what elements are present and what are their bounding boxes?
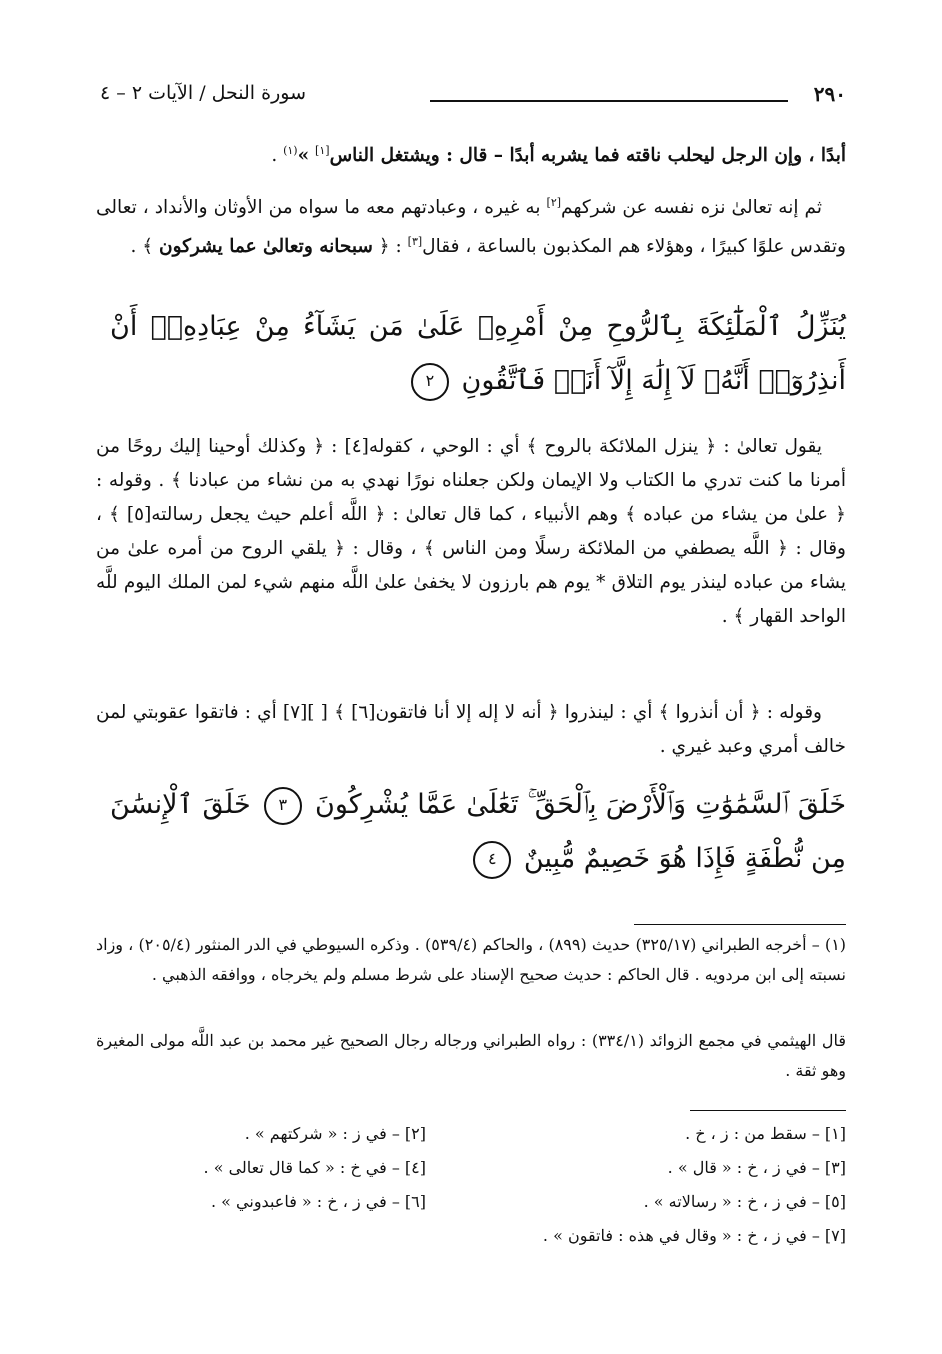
paragraph-4-text: وقوله : ﴿ أن أنذروا ﴾ أي : لينذروا ﴿ أنه لا إله إلا أنا فاتقون[٦] ﴾ [ ][٧] أي : فاتقوا عقوبتي لمن خالف أمري وعبد غيري . (96, 702, 846, 757)
footnote-ref: [١] (315, 144, 330, 157)
variant-note: [٢] – في ز : « شركتهم » . (244, 1124, 426, 1143)
paragraph-1 (96, 134, 846, 173)
variant-row (140, 1192, 846, 1226)
footnote-ref: [٣] (407, 235, 423, 249)
footnote-2: قال الهيثمي في مجمع الزوائد (٣٣٤/١) : رواه الطبراني ورجاله رجال الصحيح غير محمد بن عبد اللَّه مولى المغيرة وهو ثقة . (96, 1031, 846, 1080)
paragraph-1-bold: أبدًا ، وإن الرجل ليحلب ناقته فما يشربه أبدًا – قال : ويشتغل الناس (329, 145, 846, 167)
verse-text: خَلَقَ ٱلسَّمَٰوَٰتِ وَٱلْأَرْضَ بِٱلْحَقِّ ۚ تَعَٰلَىٰ عَمَّا يُشْرِكُونَ (314, 789, 847, 820)
footnote-ref: (١) (283, 144, 298, 157)
variant-notes (140, 1124, 846, 1260)
paragraph-2-text: ﴾ . (130, 236, 159, 258)
paragraph-2-text: : ﴿ (372, 236, 408, 258)
variant-note: [١] – سقط من : ز ، خ . (685, 1124, 846, 1143)
ayah-number-icon: ٤ (473, 841, 511, 879)
variant-notes-rule (690, 1110, 846, 1111)
paragraph-3 (96, 430, 846, 634)
variant-note: [٣] – في ز ، خ : « قال » . (667, 1158, 846, 1177)
page-header (100, 76, 846, 116)
ayah-number-icon: ٢ (411, 363, 449, 401)
quran-verse-1 (110, 300, 846, 408)
paragraph-2 (96, 186, 846, 264)
footnote-1: (١) – أخرجه الطبراني (٣٢٥/١٧) حديث (٨٩٩) ، والحاكم (٥٣٩/٤) . وذكره السيوطي في الدر المنثور (٢٠٥/٤) ، وزاد نسبته إلى ابن مردويه . قال الحاكم : حديث صحيح الإسناد على شرط مسلم ولم يخرجاه ، ووافقه الذهبي . (96, 935, 847, 984)
header-rule (430, 100, 788, 102)
quran-quote-bold: سبحانه وتعالىٰ عما يشركون (158, 236, 373, 258)
variant-row (140, 1124, 846, 1158)
paragraph-1-tail: » (297, 145, 310, 167)
footnote-rule (634, 924, 846, 925)
verse-text: يُنَزِّلُ ٱلْمَلَٰٓئِكَةَ بِٱلرُّوحِ مِنْ أَمْرِهِۦ عَلَىٰ مَن يَشَآءُ مِنْ عِبَادِهِۦٓ أَنْ أَنذِرُوٓا۟ أَنَّهُۥ لَآ إِلَٰهَ إِلَّآ أَنَا۠ فَٱتَّقُونِ (110, 311, 846, 396)
paragraph-2-text: به غيره ، وعبادتهم معه ما سواه من الأوثان والأنداد ، تعالى وتقدس علوًا كبيرًا ، وهؤلاء هم المكذبون بالساعة ، فقال (96, 197, 846, 258)
ayah-number-icon: ٣ (264, 787, 302, 825)
variant-row (140, 1158, 846, 1192)
verse-text: خَلَقَ ٱلْإِنسَٰنَ مِن نُّطْفَةٍ فَإِذَا هُوَ خَصِيمٌ مُّبِينٌ (110, 789, 846, 874)
paragraph-1-end: . (271, 145, 284, 167)
running-title: سورة النحل / الآيات ٢ – ٤ (100, 82, 306, 104)
paragraph-3-text: يقول تعالىٰ : ﴿ ينزل الملائكة بالروح ﴾ أي : الوحي ، كقوله[٤] : ﴿ وكذلك أوحينا إليك روحًا من أمرنا ما كنت تدري ما الكتاب ولا الإيمان ولكن جعلناه نورًا نهدي به من نشاء من عبادنا ﴾ . وقوله : ﴿ علىٰ من يشاء من عباده ﴾ وهم الأنبياء ، كما قال تعالىٰ : ﴿ اللَّه أعلم حيث يجعل رسالته[٥] ﴾ ، وقال : ﴿ اللَّه يصطفي من الملائكة رسلًا ومن الناس ﴾ ، وقال : ﴿ يلقي الروح من أمره علىٰ من يشاء من عباده لينذر يوم التلاق * يوم هم بارزون لا يخفىٰ علىٰ اللَّه منهم شيء لمن الملك اليوم للَّه الواحد القهار ﴾ . (96, 436, 846, 627)
paragraph-4 (96, 696, 846, 764)
page-number: ٢٩٠ (813, 82, 846, 106)
footnote-ref: [٢] (546, 196, 562, 209)
variant-note: [٤] – في خ : « كما قال تعالى » . (203, 1158, 426, 1177)
variant-row (140, 1226, 846, 1260)
variant-note: [٥] – في ز ، خ : « رسالاته » . (643, 1192, 846, 1211)
paragraph-2-text: ثم إنه تعالىٰ نزه نفسه عن شركهم (561, 197, 822, 219)
quran-verse-2 (110, 778, 846, 886)
variant-note: [٦] – في ز ، خ : « فاعبدوني » . (210, 1192, 426, 1211)
variant-note: [٧] – في ز ، خ : « وقال في هذه : فاتقون » . (542, 1226, 846, 1245)
